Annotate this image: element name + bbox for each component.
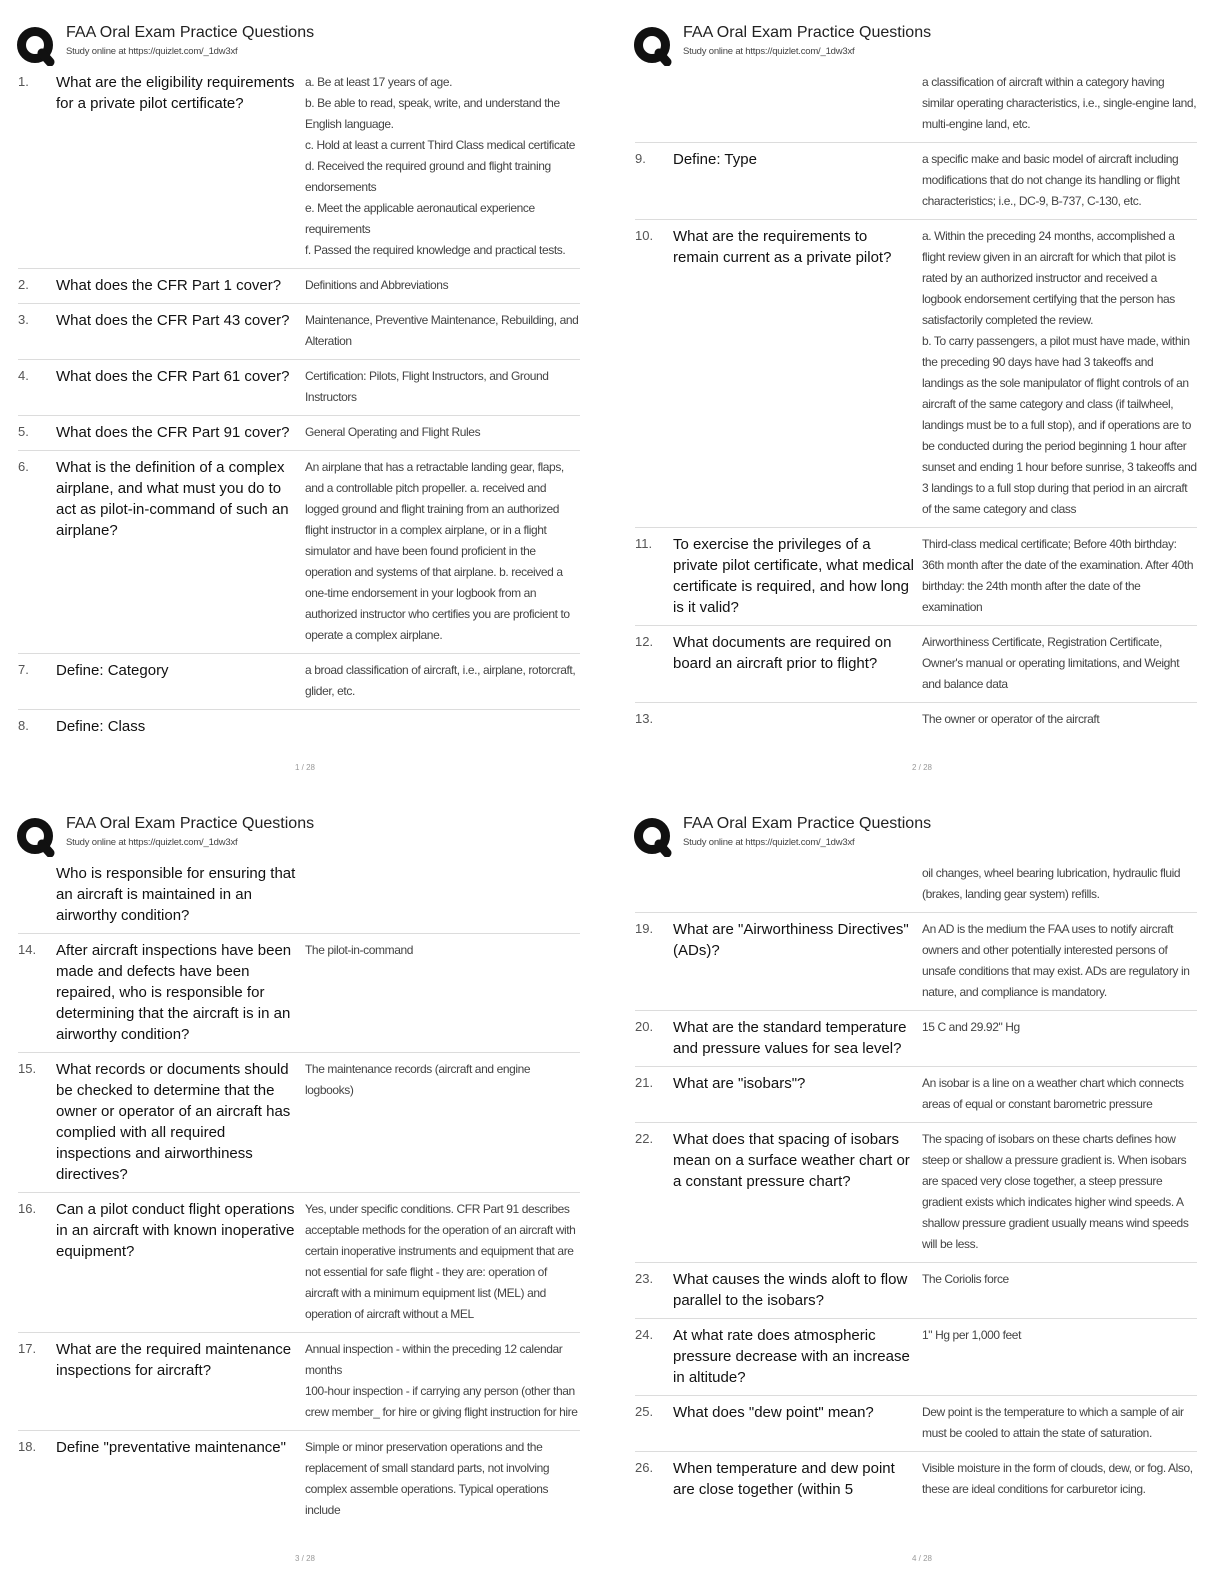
flashcard-row bbox=[635, 913, 1197, 1011]
answer-text bbox=[922, 149, 1197, 212]
answer-line: An isobar is a line on a weather chart which connects areas of equal or constant barometric pressure bbox=[922, 1076, 1184, 1111]
question-number: 13. bbox=[635, 711, 654, 726]
answer-line: b. Be able to read, speak, write, and understand the English language. bbox=[305, 96, 560, 131]
answer-line: Dew point is the temperature to which a sample of air must be cooled to attain the state of saturation. bbox=[922, 1405, 1184, 1440]
answer-text bbox=[305, 275, 580, 296]
page-number: 1 / 28 bbox=[294, 763, 315, 772]
page-number: 3 / 28 bbox=[294, 1554, 315, 1563]
question-text: What are the required maintenance inspections for aircraft? bbox=[56, 1341, 292, 1379]
flashcard-row bbox=[18, 416, 580, 451]
question-number: 26. bbox=[635, 1460, 654, 1475]
question-number: 2. bbox=[18, 277, 29, 292]
page-title: FAA Oral Exam Practice Questions bbox=[683, 24, 932, 41]
answer-line: An AD is the medium the FAA uses to notify aircraft owners and other potentially interested persons of unsafe conditions that may exist. ADs are regulatory in nature, and compliance is mandatory. bbox=[922, 922, 1190, 999]
answer-line: 15 C and 29.92" Hg bbox=[922, 1020, 1020, 1034]
answer-text bbox=[922, 1073, 1197, 1115]
answer-text bbox=[922, 1458, 1197, 1500]
question-number: 16. bbox=[18, 1201, 37, 1216]
answer-line: Simple or minor preservation operations and the replacement of small standard parts, not involving complex assemble operations. Typical operations include bbox=[305, 1440, 550, 1517]
question-text: To exercise the privileges of a private pilot certificate, what medical certificate is required, and how long is it valid? bbox=[673, 536, 914, 616]
flashcard-row bbox=[18, 269, 580, 304]
answer-line: b. To carry passengers, a pilot must have made, within the preceding 90 days have had 3 takeoffs and landings as the sole manipulator of flight controls of an aircraft of the same category and class (if tailwheel, landings must be to a full stop), and if operations are to be conducted during the period beginning 1 hour after sunset and ending 1 hour before sunrise, 3 takeoffs and 3 landings to a full stop during that period in an aircraft of the same category and class bbox=[922, 334, 1197, 516]
flashcard-row bbox=[635, 1123, 1197, 1263]
answer-line: a broad classification of aircraft, i.e., airplane, rotorcraft, glider, etc. bbox=[305, 663, 576, 698]
flashcard-row bbox=[635, 1319, 1197, 1396]
answer-text bbox=[922, 534, 1197, 618]
answer-line: oil changes, wheel bearing lubrication, hydraulic fluid (brakes, landing gear system) refills. bbox=[922, 866, 1181, 901]
page-subtitle: Study online at https://quizlet.com/_1dw3xf bbox=[683, 837, 855, 848]
answer-line: Third-class medical certificate; Before 40th birthday: 36th month after the date of the examination. After 40th birthday: the 24th month after the date of the examination bbox=[922, 537, 1194, 614]
answer-text bbox=[922, 1402, 1197, 1444]
question-text: At what rate does atmospheric pressure decrease with an increase in altitude? bbox=[673, 1327, 910, 1386]
page-title: FAA Oral Exam Practice Questions bbox=[683, 815, 932, 832]
page-title: FAA Oral Exam Practice Questions bbox=[66, 815, 315, 832]
question-text: What is the definition of a complex airplane, and what must you do to act as pilot-in-command of such an airplane? bbox=[56, 459, 289, 539]
quizlet-logo-icon bbox=[633, 26, 673, 66]
question-text: What causes the winds aloft to flow parallel to the isobars? bbox=[673, 1271, 908, 1309]
answer-line: c. Hold at least a current Third Class medical certificate bbox=[305, 138, 576, 152]
page-3 bbox=[10, 805, 600, 1575]
answer-text bbox=[922, 1017, 1197, 1059]
question-text: Define: Type bbox=[673, 151, 757, 168]
answer-text bbox=[305, 1059, 580, 1185]
answer-text bbox=[305, 863, 580, 926]
question-number: 21. bbox=[635, 1075, 654, 1090]
question-text bbox=[673, 709, 922, 730]
question-number: 19. bbox=[635, 921, 654, 936]
quizlet-logo-icon bbox=[16, 26, 56, 66]
question-text: What records or documents should be checked to determine that the owner or operator of an aircraft has complied with all required inspections and airworthiness directives? bbox=[56, 1061, 291, 1183]
page-subtitle: Study online at https://quizlet.com/_1dw3xf bbox=[66, 46, 238, 57]
answer-line: Maintenance, Preventive Maintenance, Rebuilding, and Alteration bbox=[305, 313, 579, 348]
question-text: What does the CFR Part 1 cover? bbox=[56, 277, 282, 294]
answer-text bbox=[305, 72, 580, 261]
question-number: 10. bbox=[635, 228, 654, 243]
question-text: What are "isobars"? bbox=[673, 1075, 806, 1092]
question-number: 22. bbox=[635, 1131, 654, 1146]
flashcard-row bbox=[18, 654, 580, 710]
answer-text bbox=[922, 632, 1197, 695]
answer-text bbox=[922, 226, 1197, 520]
answer-line: General Operating and Flight Rules bbox=[305, 425, 481, 439]
question-text: What does the CFR Part 61 cover? bbox=[56, 368, 290, 385]
question-number: 4. bbox=[18, 368, 29, 383]
flashcard-list bbox=[18, 66, 580, 744]
flashcard-row bbox=[635, 220, 1197, 528]
answer-text bbox=[922, 919, 1197, 1003]
page-title: FAA Oral Exam Practice Questions bbox=[66, 24, 315, 41]
page-header bbox=[633, 813, 1213, 857]
page-subtitle: Study online at https://quizlet.com/_1dw3xf bbox=[683, 46, 855, 57]
answer-text bbox=[305, 940, 580, 1045]
answer-text bbox=[305, 1199, 580, 1325]
page-1 bbox=[10, 14, 600, 784]
flashcard-row bbox=[635, 1067, 1197, 1123]
flashcard-row bbox=[18, 1333, 580, 1431]
question-number bbox=[635, 863, 673, 905]
flashcard-row bbox=[18, 1053, 580, 1193]
flashcard-row bbox=[18, 304, 580, 360]
flashcard-row bbox=[18, 710, 580, 744]
question-number: 1. bbox=[18, 74, 29, 89]
question-number: 6. bbox=[18, 459, 29, 474]
question-number: 18. bbox=[18, 1439, 37, 1454]
flashcard-list bbox=[635, 66, 1197, 737]
page-number: 4 / 28 bbox=[911, 1554, 932, 1563]
answer-line: Definitions and Abbreviations bbox=[305, 278, 449, 292]
question-text: What does the CFR Part 43 cover? bbox=[56, 312, 290, 329]
answer-line: The Coriolis force bbox=[922, 1272, 1009, 1286]
answer-line: The spacing of isobars on these charts defines how steep or shallow a pressure gradient is. When isobars are spaced very close together, a steep pressure gradient exists which indicates higher wind speeds. A shallow pressure gradient usually means wind speeds will be less. bbox=[922, 1132, 1189, 1251]
question-number bbox=[18, 863, 56, 926]
question-text: What documents are required on board an aircraft prior to flight? bbox=[673, 634, 892, 672]
flashcard-row bbox=[635, 703, 1197, 737]
answer-line: Certification: Pilots, Flight Instructors, and Ground Instructors bbox=[305, 369, 549, 404]
page-subtitle: Study online at https://quizlet.com/_1dw3xf bbox=[66, 837, 238, 848]
page-2 bbox=[627, 14, 1217, 784]
question-number: 11. bbox=[635, 536, 653, 551]
answer-line: Annual inspection - within the preceding 12 calendar months bbox=[305, 1342, 563, 1377]
answer-text bbox=[922, 1325, 1197, 1388]
question-number: 9. bbox=[635, 151, 646, 166]
quizlet-logo-icon bbox=[16, 817, 56, 857]
question-text bbox=[673, 72, 922, 135]
question-number: 14. bbox=[18, 942, 37, 957]
quizlet-logo-icon bbox=[633, 817, 673, 857]
question-text: What are the eligibility requirements for a private pilot certificate? bbox=[56, 74, 295, 112]
question-text: Who is responsible for ensuring that an aircraft is maintained in an airworthy condition? bbox=[56, 865, 296, 924]
answer-text bbox=[305, 1339, 580, 1423]
page-header bbox=[16, 813, 596, 857]
flashcard-list bbox=[635, 857, 1197, 1507]
question-number: 20. bbox=[635, 1019, 654, 1034]
question-number: 12. bbox=[635, 634, 654, 649]
question-text: Define "preventative maintenance" bbox=[56, 1439, 286, 1456]
flashcard-row bbox=[18, 1431, 580, 1528]
answer-line: f. Passed the required knowledge and practical tests. bbox=[305, 243, 566, 257]
question-number bbox=[635, 72, 673, 135]
question-text: What does that spacing of isobars mean on a surface weather chart or a constant pressure chart? bbox=[673, 1131, 910, 1190]
flashcard-row bbox=[635, 1263, 1197, 1319]
question-number: 17. bbox=[18, 1341, 37, 1356]
question-text: What are the requirements to remain current as a private pilot? bbox=[673, 228, 892, 266]
flashcard-row bbox=[18, 934, 580, 1053]
flashcard-row bbox=[635, 143, 1197, 220]
flashcard-row bbox=[18, 66, 580, 269]
answer-text bbox=[922, 709, 1197, 730]
answer-line: 1" Hg per 1,000 feet bbox=[922, 1328, 1021, 1342]
question-text: What does the CFR Part 91 cover? bbox=[56, 424, 290, 441]
question-text: Define: Class bbox=[56, 718, 146, 735]
question-number: 5. bbox=[18, 424, 29, 439]
question-number: 25. bbox=[635, 1404, 654, 1419]
page-header bbox=[633, 22, 1213, 66]
question-number: 23. bbox=[635, 1271, 654, 1286]
question-text: Can a pilot conduct flight operations in an aircraft with known inoperative equipment? bbox=[56, 1201, 295, 1260]
answer-line: d. Received the required ground and flight training endorsements bbox=[305, 159, 551, 194]
flashcard-row bbox=[635, 66, 1197, 143]
question-number: 15. bbox=[18, 1061, 37, 1076]
answer-text bbox=[305, 1437, 580, 1521]
question-number: 7. bbox=[18, 662, 29, 677]
flashcard-row bbox=[635, 528, 1197, 626]
question-text: What does "dew point" mean? bbox=[673, 1404, 874, 1421]
flashcard-row bbox=[18, 857, 580, 934]
flashcard-row bbox=[635, 857, 1197, 913]
flashcard-row bbox=[635, 1396, 1197, 1452]
answer-text bbox=[305, 457, 580, 646]
flashcard-list bbox=[18, 857, 580, 1528]
flashcard-row bbox=[18, 451, 580, 654]
question-number: 8. bbox=[18, 718, 29, 733]
flashcard-row bbox=[635, 626, 1197, 703]
answer-line: a classification of aircraft within a category having similar operating characteristics, i.e., single-engine land, multi-engine land, etc. bbox=[922, 75, 1197, 131]
flashcard-row bbox=[18, 1193, 580, 1333]
question-text: What are "Airworthiness Directives" (ADs)? bbox=[673, 921, 909, 959]
question-text: What are the standard temperature and pressure values for sea level? bbox=[673, 1019, 907, 1057]
answer-line: Yes, under specific conditions. CFR Part 91 describes acceptable methods for the operation of an aircraft with certain inoperative instruments and equipment that are not essential for safe flight - they are: operation of aircraft with a minimum equipment list (MEL) and operation of aircraft without a MEL bbox=[305, 1202, 576, 1321]
question-text bbox=[673, 863, 922, 905]
answer-line: Visible moisture in the form of clouds, dew, or fog. Also, these are ideal conditions for carburetor icing. bbox=[922, 1461, 1193, 1496]
answer-line: The maintenance records (aircraft and engine logbooks) bbox=[305, 1062, 531, 1097]
question-text: Define: Category bbox=[56, 662, 169, 679]
answer-line: a. Be at least 17 years of age. bbox=[305, 75, 453, 89]
answer-text bbox=[922, 1129, 1197, 1255]
answer-text bbox=[922, 72, 1197, 135]
answer-line: The owner or operator of the aircraft bbox=[922, 712, 1100, 726]
flashcard-row bbox=[635, 1452, 1197, 1507]
answer-text bbox=[305, 660, 580, 702]
question-number: 3. bbox=[18, 312, 29, 327]
flashcard-row bbox=[635, 1011, 1197, 1067]
question-number: 24. bbox=[635, 1327, 654, 1342]
answer-text bbox=[305, 366, 580, 408]
flashcard-row bbox=[18, 360, 580, 416]
answer-text bbox=[922, 863, 1197, 905]
answer-line: 100-hour inspection - if carrying any person (other than crew member_ for hire or giving flight instruction for hire bbox=[305, 1384, 578, 1419]
page-number: 2 / 28 bbox=[911, 763, 932, 772]
answer-line: e. Meet the applicable aeronautical experience requirements bbox=[305, 201, 535, 236]
answer-text bbox=[922, 1269, 1197, 1311]
answer-line: Airworthiness Certificate, Registration Certificate, Owner's manual or operating limitations, and Weight and balance data bbox=[922, 635, 1180, 691]
page-4 bbox=[627, 805, 1217, 1575]
page-header bbox=[16, 22, 596, 66]
answer-text bbox=[305, 716, 580, 737]
answer-line: a specific make and basic model of aircraft including modifications that do not change its handling or flight characteristics; i.e., DC-9, B-737, C-130, etc. bbox=[922, 152, 1180, 208]
answer-line: a. Within the preceding 24 months, accomplished a flight review given in an aircraft for which that pilot is rated by an authorized instructor and received a logbook endorsement certifying that the person has satisfactorily completed the review. bbox=[922, 229, 1176, 327]
question-text: When temperature and dew point are close together (within 5 bbox=[673, 1460, 895, 1498]
answer-text bbox=[305, 422, 580, 443]
answer-line: An airplane that has a retractable landing gear, flaps, and a controllable pitch propeller. a. received and logged ground and flight training from an authorized flight instructor in a complex airplane, or in a flight simulator and have been found proficient in the operation and systems of that airplane. b. received a one-time endorsement in your logbook from an authorized instructor who certifies you are proficient to operate a complex airplane. bbox=[305, 460, 570, 642]
answer-text bbox=[305, 310, 580, 352]
answer-line: The pilot-in-command bbox=[305, 943, 414, 957]
question-text: After aircraft inspections have been made and defects have been repaired, who is responsible for determining that the aircraft is in an airworthy condition? bbox=[56, 942, 292, 1043]
